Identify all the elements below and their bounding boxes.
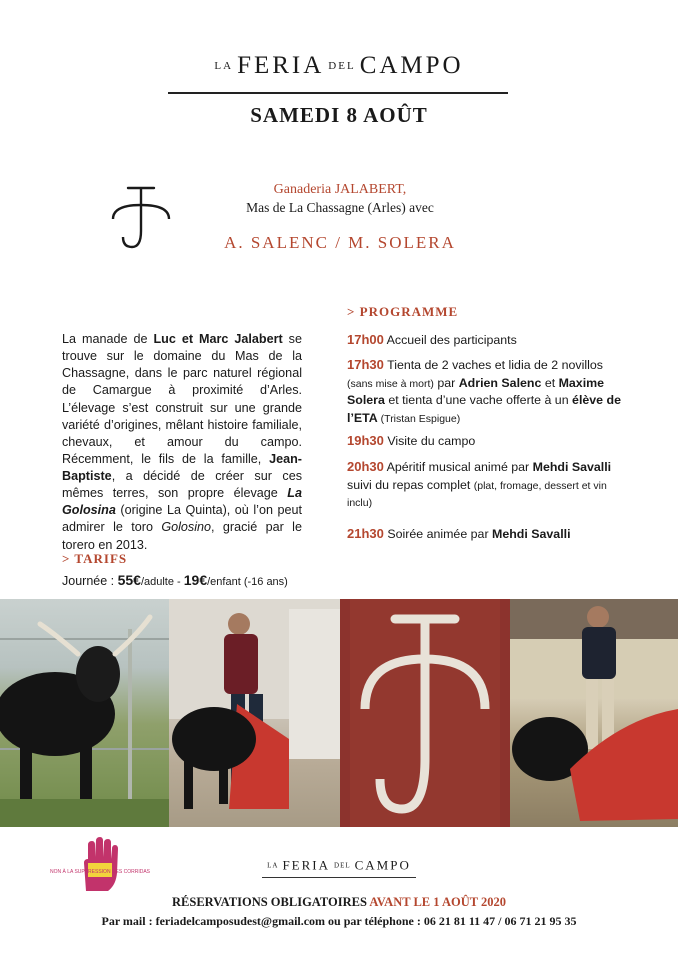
contact-line: Par mail : feriadelcamposudest@gmail.com ou par téléphone : 06 21 81 11 47 / 06 71 21 95 35 [101, 914, 577, 928]
intro-text-part: , a décidé de créer sur ces mêmes terres, son propre élevage [62, 469, 302, 501]
programme-item [347, 331, 627, 350]
programme-time: 17h00 [347, 332, 384, 347]
photo-strip [0, 599, 678, 827]
reservations-deadline: AVANT LE 1 AOÛT 2020 [366, 895, 506, 909]
door-brand-illustration [340, 599, 510, 827]
header-divider [168, 92, 508, 94]
header-title-la: LA [214, 60, 234, 72]
bull-illustration [0, 599, 169, 827]
adult-price: 55€ [117, 572, 141, 588]
programme-time: 20h30 [347, 459, 384, 474]
tarifs-heading: > TARIFS [62, 551, 128, 566]
tarifs-label: Journée : [62, 574, 118, 588]
programme-text: Visite du campo [383, 434, 476, 448]
adult-unit: /adulte - [140, 576, 184, 588]
header-title [0, 52, 678, 80]
toreros-names: A. SALENC / M. SOLERA [224, 233, 456, 252]
photo-branded-door [340, 599, 510, 827]
programme-text: et tienta d’une vache offerte à un [384, 393, 573, 408]
programme-item [347, 525, 627, 544]
header-title-del: DEL [328, 60, 356, 72]
ganaderia-block [200, 182, 480, 253]
programme-note: (sans mise à mort) [347, 377, 434, 390]
programme-text: suivi du repas complet [347, 477, 474, 492]
intro-text [62, 331, 302, 554]
ganaderia-name: Ganaderia JALABERT, [273, 182, 407, 197]
reservations-label: RÉSERVATIONS OBLIGATOIRES [172, 895, 367, 909]
intro-text-part: La manade de [62, 332, 154, 346]
programme-note: (Tristan Espigue) [377, 412, 461, 425]
intro-toro: Golosino [161, 520, 212, 535]
programme-note: (plat, fromage, dessert et vin inclu) [347, 479, 607, 510]
reservations-notice [0, 895, 678, 910]
programme-time: 21h30 [347, 526, 384, 541]
programme-text: par [433, 375, 459, 390]
intro-son: Jean-Baptiste [62, 451, 302, 483]
footer-divider [262, 877, 416, 878]
footer-title-del: DEL [334, 861, 351, 870]
event-date: SAMEDI 8 AOÛT [250, 103, 428, 127]
programme-text: Accueil des participants [383, 333, 517, 347]
torero-illustration [169, 599, 340, 827]
programme-text: Soirée animée par [383, 527, 493, 541]
programme-person: Mehdi Savalli [492, 527, 571, 541]
header-title-feria: FERIA [237, 52, 325, 79]
programme-time: 19h30 [347, 433, 384, 448]
tarifs-line [62, 572, 288, 588]
intro-text-part: , gracié par le torero en 2013. [62, 520, 302, 552]
child-price: 19€ [183, 572, 208, 588]
torero-muleta-illustration [510, 599, 678, 827]
programme-person: Adrien Salenc [458, 375, 542, 390]
photo-torero-capote [169, 599, 340, 827]
programme-text: Apéritif musical animé par [383, 460, 533, 474]
programme-eta: élève de l’ETA [347, 393, 621, 425]
programme-item [347, 356, 627, 427]
programme-item [347, 432, 627, 451]
programme-time: 17h30 [347, 357, 384, 372]
photo-bull [0, 599, 169, 827]
footer-title [0, 856, 678, 874]
programme-person: Mehdi Savalli [532, 460, 612, 474]
footer-title-feria: FERIA [282, 857, 331, 873]
stamp-text: NON À LA SUPPRESSION DES CORRIDAS [49, 869, 151, 875]
jalabert-brand-icon [105, 183, 177, 255]
programme-person: Maxime Solera [347, 375, 605, 408]
footer-title-campo: CAMPO [354, 857, 411, 873]
programme-text: Tienta de 2 vaches et lidia de 2 novillos [383, 358, 603, 372]
programme-text: et [541, 375, 559, 390]
intro-elevage: La Golosina [62, 486, 302, 518]
intro-text-part: se trouve sur le domaine du Mas de la Chassagne, dans le parc naturel régional de Camargue à proximité d’Arles. L’élevage s’est construit sur une grande variété d’origines, mêlant histoire familiale, chevaux, et amour du campo. Récemment, le fils de la famille, [62, 332, 302, 466]
footer-title-la: LA [267, 861, 279, 870]
programme-item [347, 458, 627, 512]
programme-heading: > PROGRAMME [347, 304, 459, 319]
photo-torero-muleta [510, 599, 678, 827]
intro-text-part: (origine La Quinta), où l’on peut admirer le toro [62, 503, 302, 535]
header-title-campo: CAMPO [359, 52, 464, 79]
child-unit: /enfant (-16 ans) [207, 576, 288, 588]
ganaderia-place: Mas de La Chassagne (Arles) avec [246, 200, 434, 215]
intro-names: Luc et Marc Jalabert [153, 332, 283, 346]
